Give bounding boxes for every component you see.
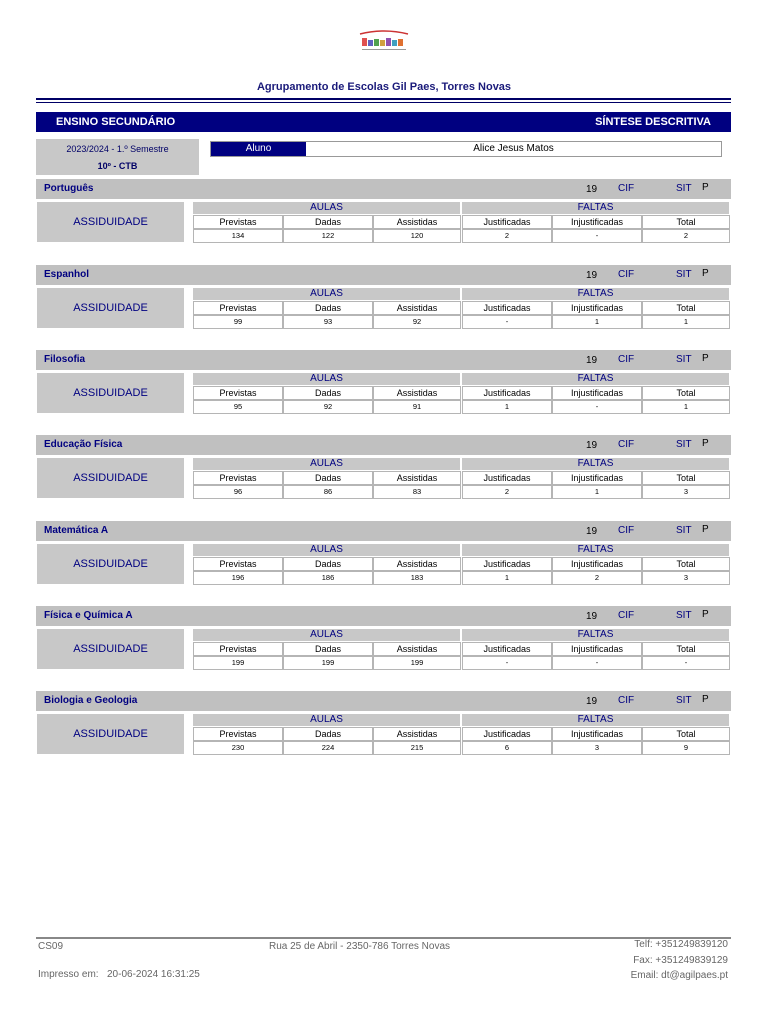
- sit-label: SIT: [676, 439, 692, 450]
- period-box: [36, 139, 199, 175]
- column-header: Total: [642, 727, 730, 741]
- column-header: Total: [642, 215, 730, 229]
- email-address: Email: dt@agilpaes.pt: [630, 970, 728, 981]
- sit-label: SIT: [676, 695, 692, 706]
- attendance-value: 1: [552, 485, 642, 499]
- sit-label: SIT: [676, 610, 692, 621]
- column-header: Justificadas: [462, 727, 552, 741]
- header-rule: [36, 98, 731, 100]
- column-header: Injustificadas: [552, 471, 642, 485]
- sit-label: SIT: [676, 183, 692, 194]
- cif-label: CIF: [618, 610, 635, 621]
- attendance-value: 1: [462, 571, 552, 585]
- sit-label: SIT: [676, 354, 692, 365]
- subject-header: [36, 179, 731, 199]
- column-header: Assistidas: [373, 557, 461, 571]
- subject-name: Filosofia: [44, 354, 86, 365]
- absences-group-header: FALTAS: [462, 373, 729, 385]
- cif-label: CIF: [618, 183, 635, 194]
- column-header: Dadas: [283, 727, 373, 741]
- absences-group-header: FALTAS: [462, 629, 729, 641]
- sit-value: P: [702, 438, 709, 449]
- attendance-value: 99: [193, 315, 283, 329]
- attendance-value: 6: [462, 741, 552, 755]
- attendance-value: 92: [373, 315, 461, 329]
- absences-group-header: FALTAS: [462, 202, 729, 214]
- column-header: Justificadas: [462, 301, 552, 315]
- column-header: Justificadas: [462, 215, 552, 229]
- attendance-value: 1: [552, 315, 642, 329]
- subject-block: [36, 179, 731, 254]
- attendance-value: -: [462, 656, 552, 670]
- class-name: 10º - CTB: [97, 161, 138, 171]
- school-name: Agrupamento de Escolas Gil Paes, Torres Novas: [256, 81, 512, 93]
- subject-name: Educação Física: [44, 439, 123, 450]
- attendance-value: 199: [283, 656, 373, 670]
- classes-group-header: AULAS: [193, 629, 460, 641]
- attendance-value: 91: [373, 400, 461, 414]
- column-header: Injustificadas: [552, 215, 642, 229]
- column-header: Total: [642, 386, 730, 400]
- column-header: Justificadas: [462, 642, 552, 656]
- sit-value: P: [702, 353, 709, 364]
- subject-grade: 19: [586, 696, 598, 707]
- education-level: ENSINO SECUNDÁRIO: [56, 116, 176, 128]
- attendance-label: ASSIDUIDADE: [37, 458, 184, 498]
- cif-label: CIF: [618, 525, 635, 536]
- attendance-value: -: [552, 656, 642, 670]
- subject-grade: 19: [586, 440, 598, 451]
- attendance-value: 1: [462, 400, 552, 414]
- classes-group-header: AULAS: [193, 458, 460, 470]
- attendance-value: 1: [642, 315, 730, 329]
- classes-group-header: AULAS: [193, 202, 460, 214]
- printed-label: Impresso em:: [38, 969, 99, 980]
- attendance-value: 96: [193, 485, 283, 499]
- attendance-value: 95: [193, 400, 283, 414]
- attendance-value: 199: [193, 656, 283, 670]
- school-address: Rua 25 de Abril - 2350-786 Torres Novas: [269, 941, 451, 952]
- attendance-label: ASSIDUIDADE: [37, 544, 184, 584]
- column-header: Dadas: [283, 642, 373, 656]
- attendance-label: ASSIDUIDADE: [37, 288, 184, 328]
- subject-grade: 19: [586, 611, 598, 622]
- header-rule-thin: [36, 102, 731, 103]
- column-header: Previstas: [193, 642, 283, 656]
- cif-label: CIF: [618, 695, 635, 706]
- attendance-value: 224: [283, 741, 373, 755]
- subject-block: [36, 606, 731, 681]
- attendance-label: ASSIDUIDADE: [37, 714, 184, 754]
- report-type: SÍNTESE DESCRITIVA: [595, 116, 711, 128]
- column-header: Assistidas: [373, 642, 461, 656]
- student-name: Alice Jesus Matos: [473, 143, 554, 154]
- subject-block: [36, 691, 731, 766]
- attendance-value: 9: [642, 741, 730, 755]
- subject-name: Biologia e Geologia: [44, 695, 138, 706]
- subject-name: Matemática A: [44, 525, 109, 536]
- phone-number: Telf: +351249839120: [634, 939, 728, 950]
- column-header: Injustificadas: [552, 557, 642, 571]
- subject-name: Português: [44, 183, 94, 194]
- student-box: [210, 141, 722, 157]
- column-header: Assistidas: [373, 727, 461, 741]
- subject-header: [36, 521, 731, 541]
- column-header: Previstas: [193, 557, 283, 571]
- column-header: Injustificadas: [552, 301, 642, 315]
- column-header: Assistidas: [373, 301, 461, 315]
- column-header: Previstas: [193, 386, 283, 400]
- attendance-value: 2: [552, 571, 642, 585]
- column-header: Dadas: [283, 386, 373, 400]
- fax-number: Fax: +351249839129: [633, 955, 728, 966]
- column-header: Dadas: [283, 471, 373, 485]
- sit-value: P: [702, 609, 709, 620]
- subject-block: [36, 350, 731, 425]
- attendance-value: 196: [193, 571, 283, 585]
- subject-grade: 19: [586, 184, 598, 195]
- column-header: Injustificadas: [552, 727, 642, 741]
- attendance-label: ASSIDUIDADE: [37, 202, 184, 242]
- classes-group-header: AULAS: [193, 544, 460, 556]
- student-label: Aluno: [211, 142, 306, 156]
- classes-group-header: AULAS: [193, 373, 460, 385]
- column-header: Dadas: [283, 215, 373, 229]
- document-code: CS09: [38, 941, 64, 952]
- subject-block: [36, 265, 731, 340]
- column-header: Dadas: [283, 557, 373, 571]
- column-header: Total: [642, 557, 730, 571]
- cif-label: CIF: [618, 439, 635, 450]
- subject-grade: 19: [586, 355, 598, 366]
- sit-label: SIT: [676, 525, 692, 536]
- absences-group-header: FALTAS: [462, 714, 729, 726]
- attendance-label: ASSIDUIDADE: [37, 629, 184, 669]
- column-header: Assistidas: [373, 386, 461, 400]
- attendance-value: 134: [193, 229, 283, 243]
- column-header: Injustificadas: [552, 642, 642, 656]
- subject-header: [36, 265, 731, 285]
- sit-value: P: [702, 694, 709, 705]
- attendance-value: 120: [373, 229, 461, 243]
- attendance-value: -: [462, 315, 552, 329]
- column-header: Total: [642, 301, 730, 315]
- subject-grade: 19: [586, 270, 598, 281]
- column-header: Previstas: [193, 471, 283, 485]
- attendance-value: 92: [283, 400, 373, 414]
- absences-group-header: FALTAS: [462, 458, 729, 470]
- classes-group-header: AULAS: [193, 288, 460, 300]
- subject-header: [36, 435, 731, 455]
- attendance-value: 2: [462, 485, 552, 499]
- attendance-value: 230: [193, 741, 283, 755]
- attendance-value: 2: [462, 229, 552, 243]
- classes-group-header: AULAS: [193, 714, 460, 726]
- column-header: Assistidas: [373, 471, 461, 485]
- subject-grade: 19: [586, 526, 598, 537]
- column-header: Previstas: [193, 215, 283, 229]
- school-logo: [356, 28, 412, 58]
- subject-name: Física e Química A: [44, 610, 133, 621]
- sit-label: SIT: [676, 269, 692, 280]
- subject-name: Espanhol: [44, 269, 90, 280]
- printed-date: 20-06-2024 16:31:25: [107, 969, 200, 980]
- column-header: Justificadas: [462, 557, 552, 571]
- sit-value: P: [702, 268, 709, 279]
- attendance-value: 215: [373, 741, 461, 755]
- column-header: Previstas: [193, 727, 283, 741]
- section-bar: [36, 112, 731, 132]
- column-header: Justificadas: [462, 471, 552, 485]
- subject-header: [36, 606, 731, 626]
- attendance-value: 3: [642, 571, 730, 585]
- column-header: Injustificadas: [552, 386, 642, 400]
- subject-header: [36, 691, 731, 711]
- school-term: 2023/2024 - 1.º Semestre: [66, 144, 169, 154]
- attendance-value: 93: [283, 315, 373, 329]
- cif-label: CIF: [618, 354, 635, 365]
- absences-group-header: FALTAS: [462, 544, 729, 556]
- attendance-value: -: [642, 656, 730, 670]
- column-header: Total: [642, 471, 730, 485]
- footer-rule: [36, 937, 731, 939]
- attendance-value: 186: [283, 571, 373, 585]
- attendance-value: 2: [642, 229, 730, 243]
- sit-value: P: [702, 182, 709, 193]
- column-header: Dadas: [283, 301, 373, 315]
- attendance-value: 86: [283, 485, 373, 499]
- absences-group-header: FALTAS: [462, 288, 729, 300]
- cif-label: CIF: [618, 269, 635, 280]
- column-header: Assistidas: [373, 215, 461, 229]
- attendance-value: -: [552, 400, 642, 414]
- attendance-value: 3: [552, 741, 642, 755]
- subject-header: [36, 350, 731, 370]
- attendance-label: ASSIDUIDADE: [37, 373, 184, 413]
- subject-block: [36, 435, 731, 510]
- attendance-value: 199: [373, 656, 461, 670]
- column-header: Total: [642, 642, 730, 656]
- attendance-value: 1: [642, 400, 730, 414]
- column-header: Previstas: [193, 301, 283, 315]
- column-header: Justificadas: [462, 386, 552, 400]
- attendance-value: 122: [283, 229, 373, 243]
- attendance-value: 3: [642, 485, 730, 499]
- sit-value: P: [702, 524, 709, 535]
- attendance-value: -: [552, 229, 642, 243]
- attendance-value: 183: [373, 571, 461, 585]
- attendance-value: 83: [373, 485, 461, 499]
- subject-block: [36, 521, 731, 596]
